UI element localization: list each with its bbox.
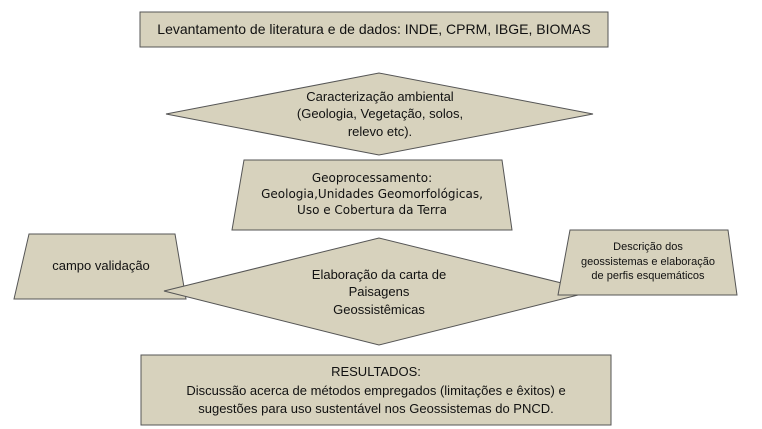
elaboracao-carta-label: Elaboração da carta de Paisagens Geossistêmicas xyxy=(311,267,447,317)
geoprocessamento-label: Geoprocessamento: Geologia,Unidades Geomorfológicas, Uso e Cobertura da Terra xyxy=(261,171,483,217)
descricao-geossistemas-label: Descrição dos geossistemas e elaboração de perfis esquemáticos xyxy=(581,240,715,283)
resultados-label: RESULTADOS: Discussão acerca de métodos empregados (limitações e êxitos) e sugestões para uso sustentável nos Geossistemas do PNCD. xyxy=(186,363,566,417)
campo-validacao-label: campo validação xyxy=(52,258,150,274)
literature-survey-label: Levantamento de literatura e de dados: INDE, CPRM, IBGE, BIOMAS xyxy=(157,21,591,38)
caracterizacao-ambiental-label: Caracterização ambiental (Geologia, Vegetação, solos, relevo etc). xyxy=(296,89,464,139)
